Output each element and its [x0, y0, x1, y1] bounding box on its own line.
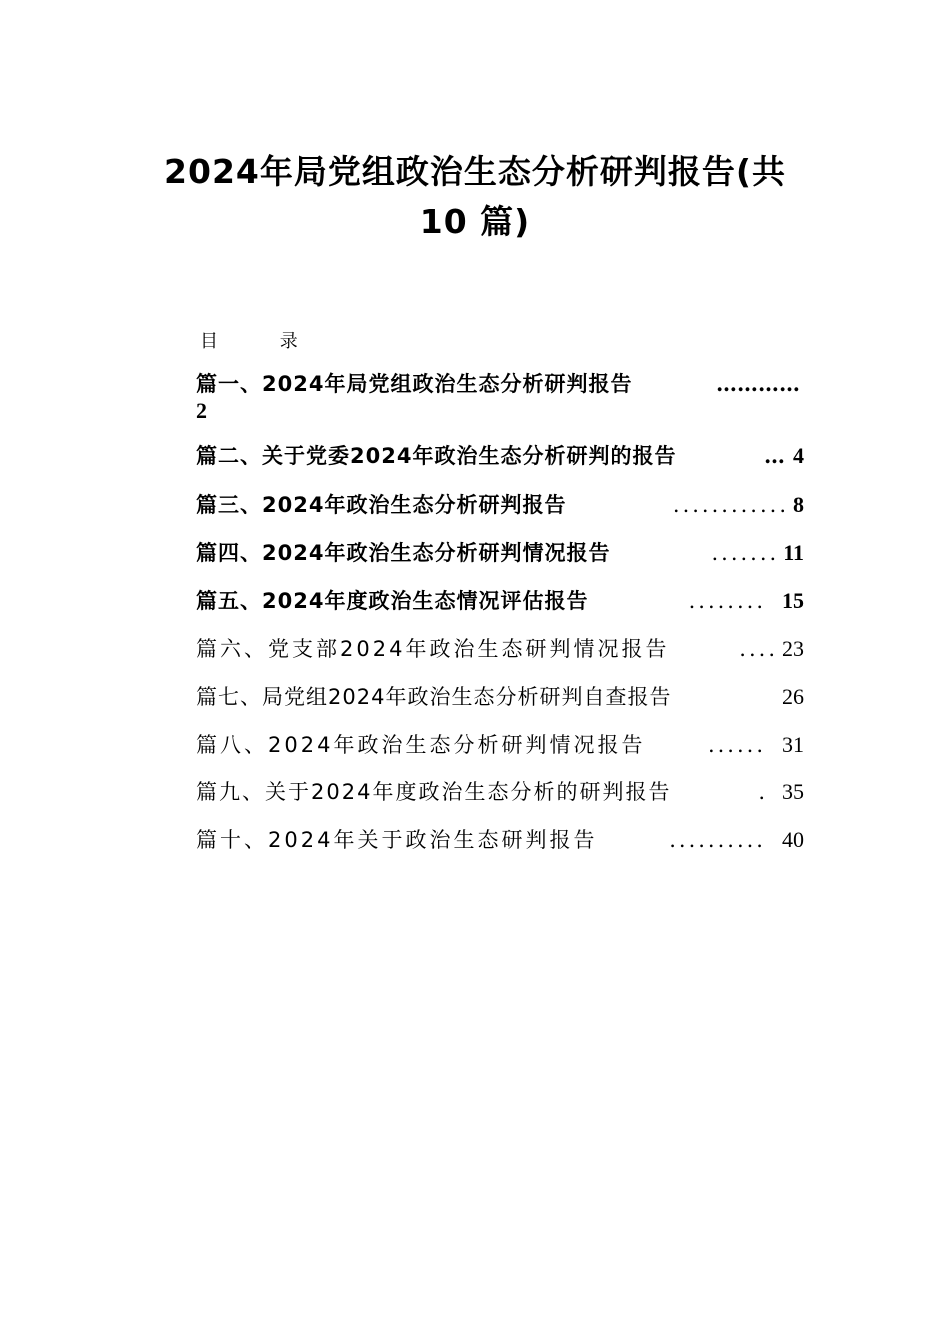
toc-entry-7[interactable]	[196, 681, 804, 715]
toc-entry-5[interactable]	[196, 585, 804, 619]
toc-entry-page: 8	[793, 492, 804, 517]
toc-entry-label: 篇二、关于党委2024年政治生态分析研判的报告	[196, 444, 677, 468]
document-title-line-2: 10 篇)	[419, 202, 531, 241]
toc-entry-1[interactable]	[196, 368, 804, 402]
toc-entry-6[interactable]	[196, 633, 804, 667]
toc-entry-page: 26	[782, 684, 804, 709]
toc-entry-leader: …	[764, 443, 785, 468]
toc-entry-leader: ............	[672, 493, 789, 517]
toc-entry-page: 31	[782, 732, 804, 757]
toc-entry-label: 篇十、2024年关于政治生态研判报告	[196, 828, 598, 852]
toc-entry-page: 2	[196, 398, 207, 423]
toc-entry-page: 40	[782, 827, 804, 852]
toc-entry-label: 篇九、关于2024年度政治生态分析的研判报告	[196, 780, 672, 804]
toc-entry-9[interactable]	[196, 776, 804, 810]
toc-entry-page: 11	[783, 540, 804, 565]
toc-entry-2[interactable]	[196, 440, 804, 474]
toc-entry-label: 篇八、2024年政治生态分析研判情况报告	[196, 733, 646, 757]
toc-entry-leader: ......	[707, 733, 766, 757]
toc-entry-leader: .......	[711, 541, 780, 565]
toc-entry-label: 篇七、局党组2024年政治生态分析研判自查报告	[196, 685, 672, 709]
toc-entry-page: 35	[782, 779, 804, 804]
toc-entry-8[interactable]	[196, 729, 804, 763]
toc-entry-label: 篇四、2024年政治生态分析研判情况报告	[196, 541, 611, 565]
toc-entry-10[interactable]	[196, 824, 804, 858]
toc-entry-4[interactable]	[196, 537, 804, 571]
toc-entry-3[interactable]	[196, 489, 804, 523]
toc-heading: 目 录	[200, 331, 326, 352]
toc-entry-leader: ........	[688, 589, 766, 613]
toc-entry-leader: ....	[739, 637, 778, 661]
toc-entry-label: 篇一、2024年局党组政治生态分析研判报告	[196, 372, 633, 396]
toc-entry-leader: …………	[716, 371, 800, 396]
document-title-line-1: 2024年局党组政治生态分析研判报告(共	[164, 152, 786, 191]
toc-entry-leader: .	[758, 780, 768, 804]
toc-entry-leader: ..........	[669, 828, 766, 852]
toc-entry-label: 篇五、2024年度政治生态情况评估报告	[196, 589, 589, 613]
toc-entry-label: 篇三、2024年政治生态分析研判报告	[196, 493, 567, 517]
toc-entry-page: 23	[782, 636, 804, 661]
toc-entry-page: 4	[793, 443, 804, 468]
toc-entry-label: 篇六、党支部2024年政治生态研判情况报告	[196, 637, 670, 661]
toc-entry-page: 15	[782, 588, 804, 613]
